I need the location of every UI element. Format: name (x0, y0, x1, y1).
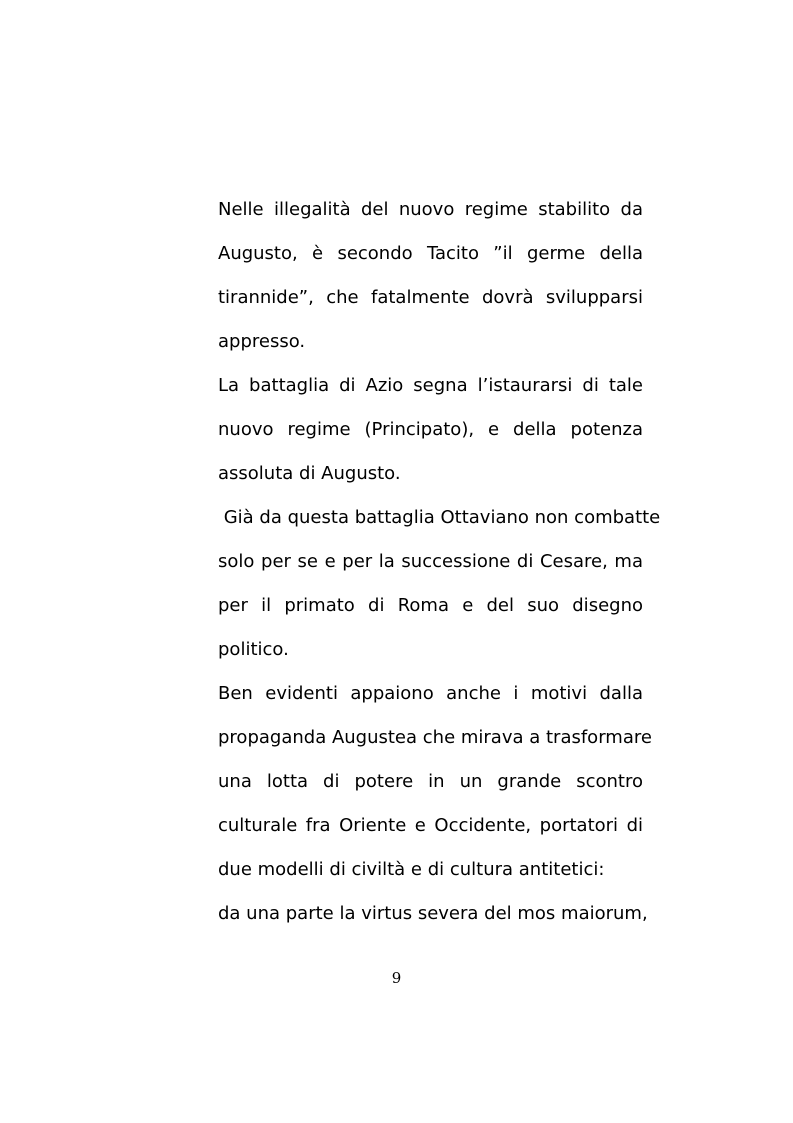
text-line: una lotta di potere in un grande scontro (218, 771, 643, 792)
text-line: tirannide”, che fatalmente dovrà svilupparsi (218, 287, 643, 308)
text-line: per il primato di Roma e del suo disegno (218, 595, 643, 616)
text-line: appresso. (218, 331, 306, 352)
text-line: solo per se e per la successione di Cesare, ma (218, 551, 643, 572)
text-line: Nelle illegalità del nuovo regime stabilito da (218, 199, 643, 220)
page-number: 9 (391, 969, 402, 987)
text-line: propaganda Augustea che mirava a trasformare (218, 727, 652, 748)
text-line: nuovo regime (Principato), e della potenza (218, 419, 643, 440)
text-line: assoluta di Augusto. (218, 463, 401, 484)
text-line: politico. (218, 639, 289, 660)
text-line: La battaglia di Azio segna l’istaurarsi di tale (218, 375, 643, 396)
text-line: Ben evidenti appaiono anche i motivi dalla (218, 683, 643, 704)
text-line: due modelli di civiltà e di cultura antitetici: (218, 859, 605, 880)
text-line: Già da questa battaglia Ottaviano non combatte (218, 507, 661, 528)
body-text (218, 188, 661, 936)
text-line: da una parte la virtus severa del mos maiorum, (218, 903, 648, 924)
text-line: Augusto, è secondo Tacito ”il germe della (218, 243, 643, 264)
text-line: culturale fra Oriente e Occidente, portatori di (218, 815, 643, 836)
